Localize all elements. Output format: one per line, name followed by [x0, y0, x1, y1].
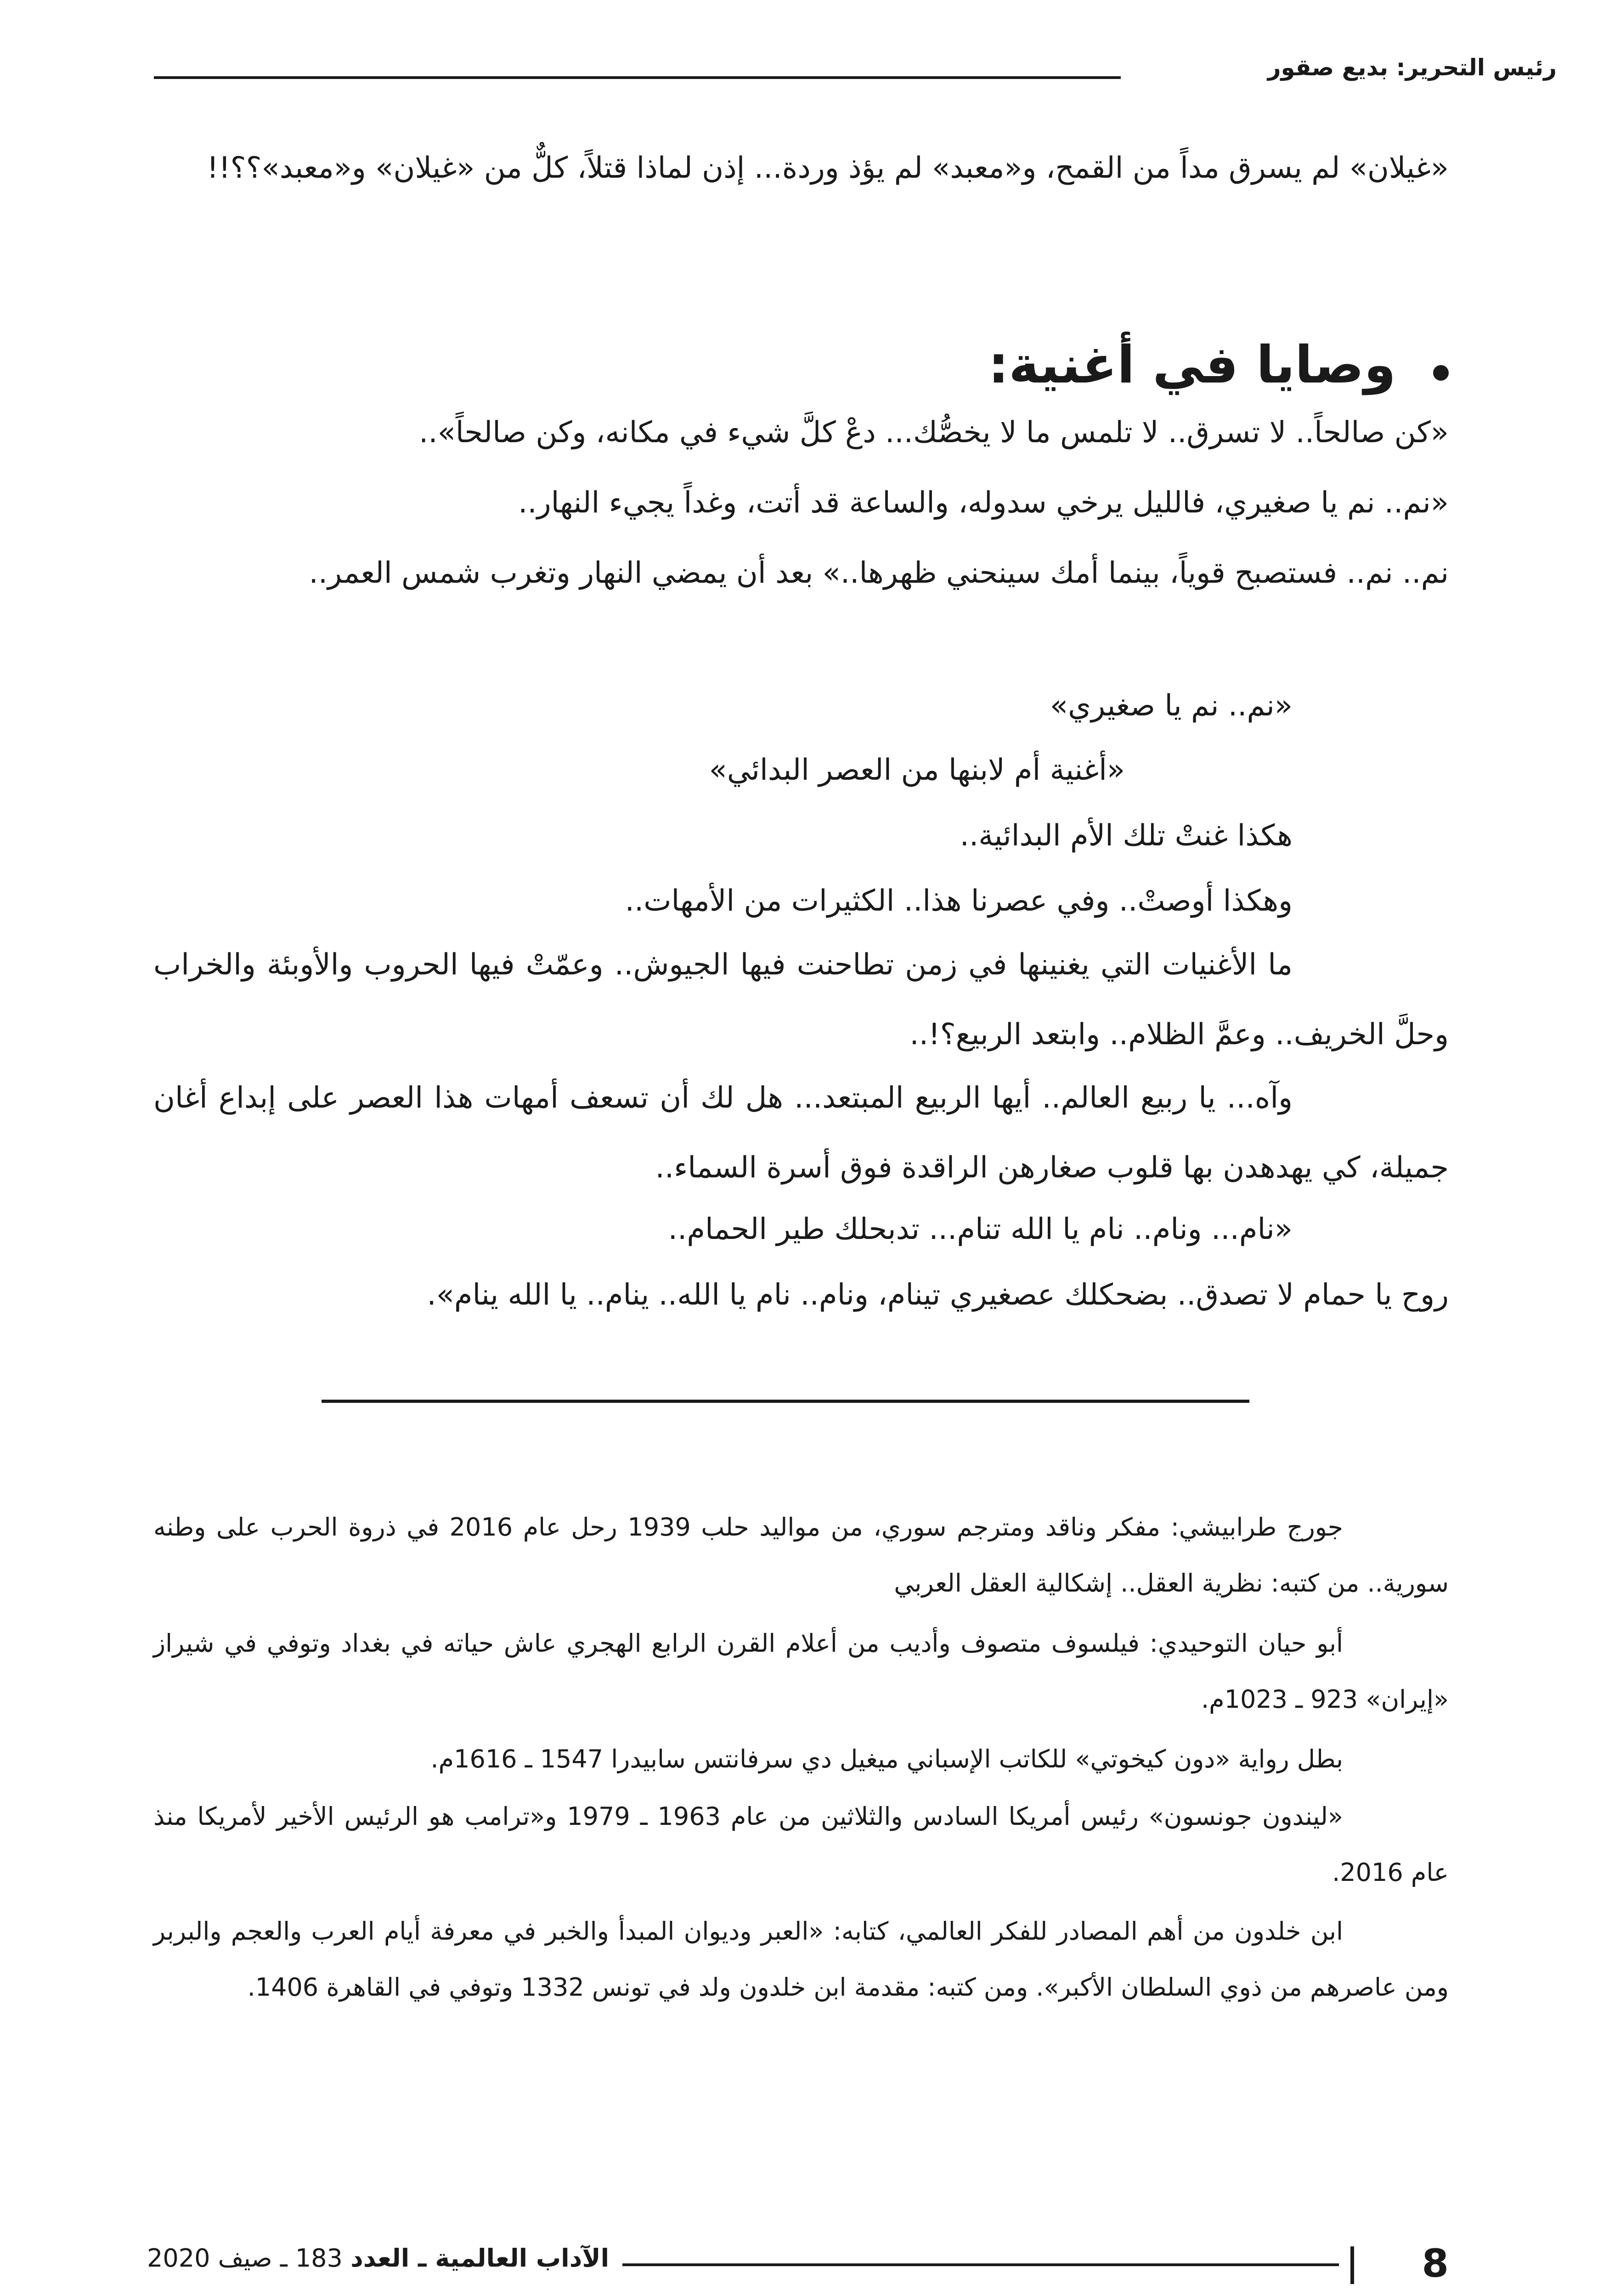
footnote: «ليندون جونسون» رئيس أمريكا السادس والثلاثين من عام 1963 ـ 1979 و«ترامب هو الرئيس الأخير لأمريكا منذ عام 2016. — [153, 1802, 1449, 1887]
footnote: أبو حيان التوحيدي: فيلسوف متصوف وأديب من أعلام القرن الرابع الهجري عاش حياته في بغداد وتوفي في شيراز «إيران» 923 ـ 1023م. — [153, 1629, 1449, 1714]
section-heading: وصايا في أغنية: — [988, 335, 1396, 395]
body-paragraph: وآه... يا ربيع العالم.. أيها الربيع المبتعد... هل لك أن تسعف أمهات هذا العصر على إبداع أغان جميلة، كي يهدهدن بها قلوب صغارهن الراقدة فوق أسرة السماء.. — [153, 1081, 1449, 1185]
separator-rule — [322, 1400, 1249, 1403]
footer-divider-bar — [1350, 2246, 1354, 2284]
editor-in-chief: رئيس التحرير: بديع صقور — [1267, 54, 1557, 81]
body-line: «أغنية أم لابنها من العصر البدائي» — [709, 753, 1125, 787]
body-line: «نم.. نم يا صغيري، فالليل يرخي سدوله، والساعة قد أتت، وغداً يجيء النهار.. — [518, 486, 1449, 520]
bullet-icon — [1433, 365, 1449, 381]
footer-rule — [622, 2263, 1339, 2266]
footnote: جورج طرابيشي: مفكر وناقد ومترجم سوري، من مواليد حلب 1939 رحل عام 2016 في ذروة الحرب على وطنه سورية.. من كتبه: نظرية العقل.. إشكالية العقل العربي — [153, 1513, 1449, 1598]
journal-name: الآداب العالمية ـ العدد — [350, 2244, 610, 2273]
footnote: بطل رواية «دون كيخوتي» للكاتب الإسباني ميغيل دي سرفانتس سابيدرا 1547 ـ 1616م. — [430, 1745, 1343, 1773]
body-paragraph: نم.. نم.. فستصبح قوياً، بينما أمك سينحني ظهرها..» بعد أن يمضي النهار وتغرب شمس العمر.. — [309, 556, 1449, 590]
body-line: هكذا غنتْ تلك الأم البدائية.. — [960, 819, 1293, 853]
footer-journal-info — [147, 2244, 609, 2273]
header-rule — [154, 76, 1121, 79]
intro-paragraph: «غيلان» لم يسرق مداً من القمح، و«معبد» لم يؤذ وردة... إذن لماذا قتلاً، كلٌّ من «غيلان» و«معبد»؟؟!! — [207, 151, 1449, 185]
body-line: وهكذا أوصتْ.. وفي عصرنا هذا.. الكثيرات من الأمهات.. — [625, 884, 1293, 918]
issue-info: 183 ـ صيف 2020 — [147, 2244, 343, 2273]
body-line: «نم.. نم يا صغيري» — [1050, 689, 1293, 723]
page-number: 8 — [1422, 2241, 1449, 2286]
body-line: «كن صالحاً.. لا تسرق.. لا تلمس ما لا يخصُّك... دعْ كلَّ شيء في مكانه، وكن صالحاً».. — [419, 416, 1449, 450]
body-line: روح يا حمام لا تصدق.. بضحكلك عصغيري تينام، ونام.. نام يا الله.. ينام.. يا الله ينام». — [427, 1278, 1449, 1312]
body-line: «نام... ونام.. نام يا الله تنام... تدبحلك طير الحمام.. — [668, 1212, 1293, 1246]
body-paragraph: ما الأغنيات التي يغنينها في زمن تطاحنت فيها الجيوش.. وعمّتْ فيها الحروب والأوبئة والخراب وحلَّ الخريف.. وعمَّ الظلام.. وابتعد الربيع؟!.. — [153, 948, 1449, 1052]
footnote: ابن خلدون من أهم المصادر للفكر العالمي، كتابه: «العبر وديوان المبدأ والخبر في معرفة أيام العرب والعجم والبربر ومن عاصرهم من ذوي السلطان الأكبر». ومن كتبه: مقدمة ابن خلدون ولد في تونس 1332 وتوفي في القاهرة 1406. — [153, 1917, 1449, 2002]
